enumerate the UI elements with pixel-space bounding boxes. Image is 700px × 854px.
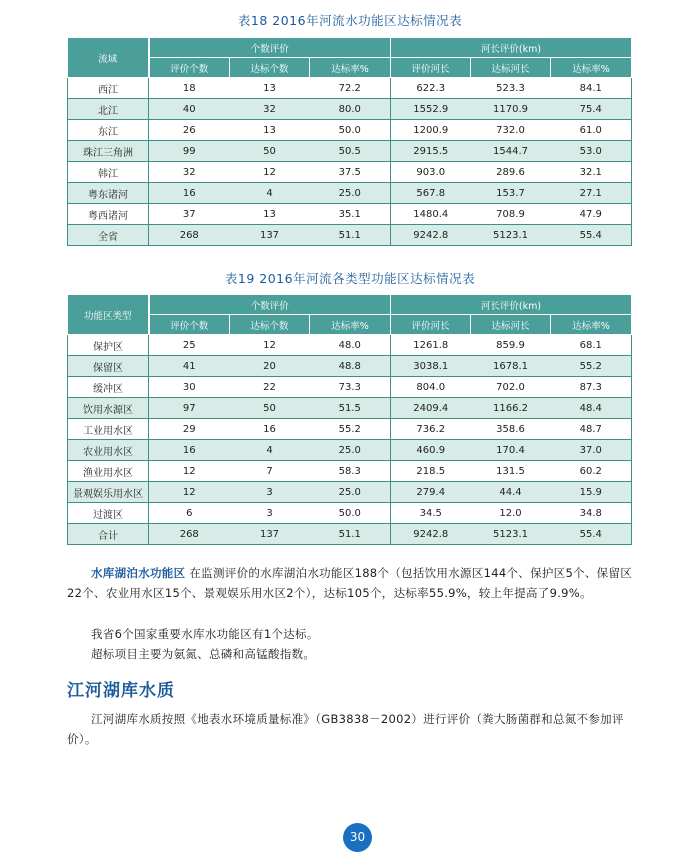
table18-cell: 1200.9: [391, 120, 471, 141]
table18-cell: 18: [149, 78, 230, 99]
table18-cell: 75.4: [551, 99, 632, 120]
table19-cell: 3: [230, 503, 310, 524]
reservoir-line3: 超标项目主要为氨氮、总磷和高锰酸指数。: [91, 647, 316, 661]
table18-row-header: 流域: [68, 38, 149, 78]
table19-col-header: 评价河长: [391, 315, 471, 335]
table19-group-length: 河长评价(km): [391, 295, 632, 315]
table18-cell: 137: [230, 225, 310, 246]
table19-cell: 48.0: [310, 335, 391, 356]
table19-cell: 51.1: [310, 524, 391, 545]
table18-cell: 51.1: [310, 225, 391, 246]
table19-cell: 41: [149, 356, 230, 377]
table19-cell: 859.9: [471, 335, 551, 356]
table18-cell: 27.1: [551, 183, 632, 204]
table19-row-label: 工业用水区: [68, 419, 149, 440]
table19-cell: 30: [149, 377, 230, 398]
table19-cell: 51.5: [310, 398, 391, 419]
table18-cell: 1480.4: [391, 204, 471, 225]
table19-cell: 1166.2: [471, 398, 551, 419]
table19-row-label: 保护区: [68, 335, 149, 356]
table18-cell: 53.0: [551, 141, 632, 162]
table18-cell: 35.1: [310, 204, 391, 225]
table18-row-label: 粤东诸河: [68, 183, 149, 204]
table19-cell: 137: [230, 524, 310, 545]
reservoir-paragraph: [67, 563, 633, 603]
table19-cell: 3: [230, 482, 310, 503]
table19-cell: 55.4: [551, 524, 632, 545]
table19-cell: 16: [230, 419, 310, 440]
table19-row-label: 保留区: [68, 356, 149, 377]
table19-cell: 9242.8: [391, 524, 471, 545]
table18-cell: 47.9: [551, 204, 632, 225]
table18-cell: 523.3: [471, 78, 551, 99]
table18-row: [68, 120, 632, 141]
table19-cell: 50: [230, 398, 310, 419]
table19-cell: 58.3: [310, 461, 391, 482]
table19-col-header: 达标个数: [230, 315, 310, 335]
table19-col-header: 达标率%: [551, 315, 632, 335]
table19-cell: 25: [149, 335, 230, 356]
table18-row: [68, 78, 632, 99]
table18-cell: 13: [230, 120, 310, 141]
table19: [67, 294, 632, 545]
table19-row-label: 过渡区: [68, 503, 149, 524]
table19-body: [68, 335, 632, 545]
table18-cell: 50.0: [310, 120, 391, 141]
table19-cell: 55.2: [551, 356, 632, 377]
table18-caption: 表18 2016年河流水功能区达标情况表: [237, 13, 463, 28]
table18-cell: 40: [149, 99, 230, 120]
table19-cell: 279.4: [391, 482, 471, 503]
table19-row: [68, 398, 632, 419]
table18-cell: 32.1: [551, 162, 632, 183]
table19-group-count: 个数评价: [149, 295, 391, 315]
table19-row-label: 合计: [68, 524, 149, 545]
table18-cell: 37.5: [310, 162, 391, 183]
table19-cell: 25.0: [310, 440, 391, 461]
table18-cell: 289.6: [471, 162, 551, 183]
table18-cell: 72.2: [310, 78, 391, 99]
table19-row: [68, 335, 632, 356]
table18-body: [68, 78, 632, 246]
table19-cell: 12: [149, 482, 230, 503]
table18-cell: 1552.9: [391, 99, 471, 120]
table18-row: [68, 225, 632, 246]
table19-cell: 358.6: [471, 419, 551, 440]
table18-cell: 622.3: [391, 78, 471, 99]
table19-row: [68, 503, 632, 524]
table19-cell: 34.5: [391, 503, 471, 524]
table18-row: [68, 183, 632, 204]
table18-cell: 13: [230, 78, 310, 99]
table18-row-label: 珠江三角洲: [68, 141, 149, 162]
table18-row-label: 西江: [68, 78, 149, 99]
table19-cell: 1261.8: [391, 335, 471, 356]
table18-cell: 1544.7: [471, 141, 551, 162]
table19-row: [68, 461, 632, 482]
table18-row-label: 东江: [68, 120, 149, 141]
table19-cell: 48.8: [310, 356, 391, 377]
table19-row: [68, 356, 632, 377]
table18-cell: 268: [149, 225, 230, 246]
table19-cell: 804.0: [391, 377, 471, 398]
table18-col-header: 达标率%: [310, 58, 391, 78]
table18-cell: 61.0: [551, 120, 632, 141]
table18-cell: 26: [149, 120, 230, 141]
page-number: 30: [343, 823, 372, 852]
table19-caption: 表19 2016年河流各类型功能区达标情况表: [224, 271, 476, 286]
table18-cell: 732.0: [471, 120, 551, 141]
table18-cell: 708.9: [471, 204, 551, 225]
table19-cell: 268: [149, 524, 230, 545]
table19-row: [68, 419, 632, 440]
table19-cell: 460.9: [391, 440, 471, 461]
reservoir-line2: 我省6个国家重要水库水功能区有1个达标。: [91, 627, 319, 641]
table19-cell: 5123.1: [471, 524, 551, 545]
table18-col-header: 评价河长: [391, 58, 471, 78]
table18-col-header: 评价个数: [149, 58, 230, 78]
table19-cell: 16: [149, 440, 230, 461]
table18-cell: 25.0: [310, 183, 391, 204]
table19-cell: 15.9: [551, 482, 632, 503]
table18-col-header: 达标河长: [471, 58, 551, 78]
table18-cell: 903.0: [391, 162, 471, 183]
table19-row-label: 农业用水区: [68, 440, 149, 461]
table18: [67, 37, 632, 246]
table18-cell: 4: [230, 183, 310, 204]
table18-cell: 99: [149, 141, 230, 162]
table19-cell: 25.0: [310, 482, 391, 503]
table18-group-length: 河长评价(km): [391, 38, 632, 58]
table18-cell: 50.5: [310, 141, 391, 162]
table19-cell: 736.2: [391, 419, 471, 440]
table18-cell: 32: [230, 99, 310, 120]
table19-row-label: 饮用水源区: [68, 398, 149, 419]
table18-cell: 32: [149, 162, 230, 183]
table18-cell: 13: [230, 204, 310, 225]
table19-col-header: 评价个数: [149, 315, 230, 335]
table19-row: [68, 377, 632, 398]
table19-cell: 44.4: [471, 482, 551, 503]
table19-cell: 170.4: [471, 440, 551, 461]
table18-cell: 2915.5: [391, 141, 471, 162]
table18-col-header: 达标个数: [230, 58, 310, 78]
table19-cell: 48.4: [551, 398, 632, 419]
table18-row-label: 韩江: [68, 162, 149, 183]
table18-row: [68, 204, 632, 225]
table19-cell: 12: [230, 335, 310, 356]
table18-row-label: 全省: [68, 225, 149, 246]
table18-cell: 567.8: [391, 183, 471, 204]
table19-row-label: 渔业用水区: [68, 461, 149, 482]
table18-row-label: 粤西诸河: [68, 204, 149, 225]
reservoir-highlight: 水库湖泊水功能区: [91, 566, 186, 580]
table19-cell: 50.0: [310, 503, 391, 524]
table19-cell: 3038.1: [391, 356, 471, 377]
table18-row: [68, 99, 632, 120]
table18-cell: 80.0: [310, 99, 391, 120]
table19-cell: 34.8: [551, 503, 632, 524]
table19-cell: 7: [230, 461, 310, 482]
table19-cell: 4: [230, 440, 310, 461]
table19-cell: 20: [230, 356, 310, 377]
table18-cell: 153.7: [471, 183, 551, 204]
table18-cell: 1170.9: [471, 99, 551, 120]
table18-cell: 55.4: [551, 225, 632, 246]
table18-cell: 9242.8: [391, 225, 471, 246]
table19-cell: 60.2: [551, 461, 632, 482]
table19-row-header: 功能区类型: [68, 295, 149, 335]
table18-col-header: 达标率%: [551, 58, 632, 78]
reservoir-text: 在监测评价的水库湖泊水功能区188个（包括饮用水源区144个、保护区5个、保留区22个、农业用水区15个、景观娱乐用水区2个），达标105个，达标率55.9%，较上年提高了9.9%。: [67, 566, 633, 600]
table18-cell: 16: [149, 183, 230, 204]
table19-cell: 37.0: [551, 440, 632, 461]
table18-row-label: 北江: [68, 99, 149, 120]
table19-col-header: 达标河长: [471, 315, 551, 335]
section-heading: 江河湖库水质: [67, 681, 175, 701]
table19-cell: 73.3: [310, 377, 391, 398]
table19-cell: 131.5: [471, 461, 551, 482]
table19-cell: 12: [149, 461, 230, 482]
table18-cell: 84.1: [551, 78, 632, 99]
table19-cell: 12.0: [471, 503, 551, 524]
water-quality-paragraph: 江河湖库水质按照《地表水环境质量标准》（GB3838－2002）进行评价（粪大肠菌群和总氮不参加评价）。: [67, 712, 624, 746]
table19-row-label: 缓冲区: [68, 377, 149, 398]
table19-row: [68, 440, 632, 461]
table19-cell: 218.5: [391, 461, 471, 482]
table19-cell: 55.2: [310, 419, 391, 440]
table19-cell: 702.0: [471, 377, 551, 398]
table18-cell: 37: [149, 204, 230, 225]
table19-cell: 6: [149, 503, 230, 524]
table18-group-count: 个数评价: [149, 38, 391, 58]
table19-cell: 68.1: [551, 335, 632, 356]
table19-col-header: 达标率%: [310, 315, 391, 335]
table19-cell: 29: [149, 419, 230, 440]
table18-cell: 12: [230, 162, 310, 183]
table19-cell: 1678.1: [471, 356, 551, 377]
table19-cell: 2409.4: [391, 398, 471, 419]
table19-cell: 48.7: [551, 419, 632, 440]
table18-row: [68, 162, 632, 183]
table19-cell: 97: [149, 398, 230, 419]
table18-cell: 5123.1: [471, 225, 551, 246]
table19-row: [68, 482, 632, 503]
table19-row-label: 景观娱乐用水区: [68, 482, 149, 503]
table19-cell: 87.3: [551, 377, 632, 398]
table18-row: [68, 141, 632, 162]
table19-cell: 22: [230, 377, 310, 398]
table18-cell: 50: [230, 141, 310, 162]
table19-row: [68, 524, 632, 545]
